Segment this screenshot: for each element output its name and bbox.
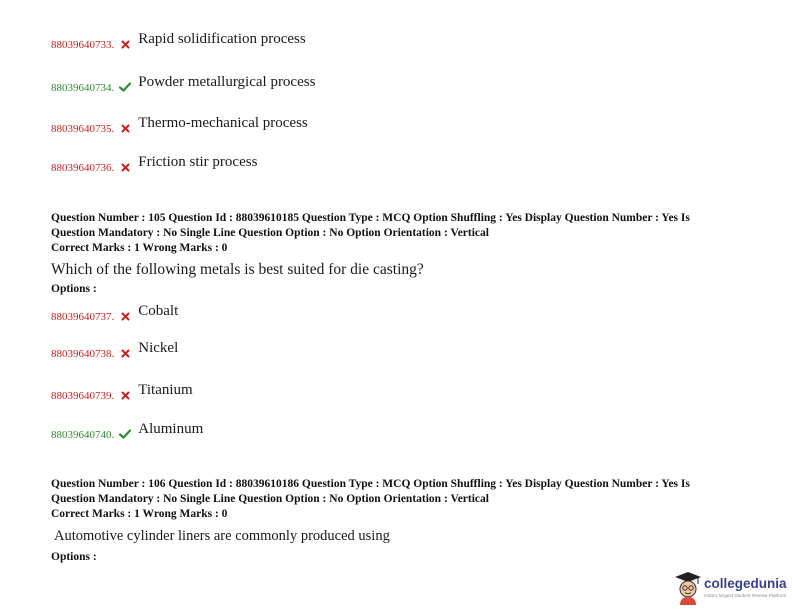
- correct-check-icon: [118, 426, 132, 444]
- collegedunia-logo: [674, 571, 788, 607]
- logo-tagline: India's largest Student Review Platform: [704, 593, 787, 598]
- option-text: Rapid solidification process: [138, 30, 306, 47]
- option-text: Aluminum: [138, 420, 204, 437]
- question-meta-line: Question Number : 105 Question Id : 88039610185 Question Type : MCQ Option Shuffling : Yes Display Question Number : Yes Is: [51, 212, 690, 224]
- option-row: [51, 153, 258, 177]
- question-meta-line: Question Number : 106 Question Id : 88039610186 Question Type : MCQ Option Shuffling : Yes Display Question Number : Yes Is: [51, 478, 690, 490]
- question-meta: [51, 477, 690, 522]
- correct-check-icon: [118, 79, 132, 97]
- wrong-mark-icon: [118, 36, 132, 54]
- option-row: [51, 30, 306, 54]
- wrong-mark-icon: [118, 159, 132, 177]
- question-text: Automotive cylinder liners are commonly produced using: [54, 528, 390, 544]
- option-id: 88039640740.: [51, 429, 115, 441]
- options-label: Options :: [51, 283, 97, 295]
- option-row: [51, 381, 193, 405]
- question-meta: [51, 211, 690, 256]
- question-marks: Correct Marks : 1 Wrong Marks : 0: [51, 242, 228, 254]
- option-id: 88039640733.: [51, 39, 115, 51]
- logo-brand-text: collegedunia: [704, 576, 787, 591]
- mascot-icon: [674, 571, 702, 610]
- option-row: [51, 339, 179, 363]
- option-id: 88039640735.: [51, 123, 115, 135]
- option-text: Titanium: [138, 381, 193, 398]
- option-row: [51, 302, 179, 326]
- option-text: Friction stir process: [138, 153, 258, 170]
- options-label: Options :: [51, 551, 97, 563]
- option-id: 88039640736.: [51, 162, 115, 174]
- option-id: 88039640738.: [51, 348, 115, 360]
- option-row: [51, 420, 204, 444]
- question-marks: Correct Marks : 1 Wrong Marks : 0: [51, 508, 228, 520]
- question-text: Which of the following metals is best suited for die casting?: [51, 261, 424, 278]
- question-meta-line: Question Mandatory : No Single Line Question Option : No Option Orientation : Vertical: [51, 227, 489, 239]
- option-text: Cobalt: [138, 302, 179, 319]
- wrong-mark-icon: [118, 308, 132, 326]
- option-row: [51, 73, 316, 97]
- wrong-mark-icon: [118, 120, 132, 138]
- option-text: Powder metallurgical process: [138, 73, 316, 90]
- option-text: Nickel: [138, 339, 179, 356]
- option-id: 88039640737.: [51, 311, 115, 323]
- option-text: Thermo-mechanical process: [138, 114, 308, 131]
- wrong-mark-icon: [118, 345, 132, 363]
- question-meta-line: Question Mandatory : No Single Line Question Option : No Option Orientation : Vertical: [51, 493, 489, 505]
- option-id: 88039640734.: [51, 82, 115, 94]
- option-row: [51, 114, 308, 138]
- option-id: 88039640739.: [51, 390, 115, 402]
- wrong-mark-icon: [118, 387, 132, 405]
